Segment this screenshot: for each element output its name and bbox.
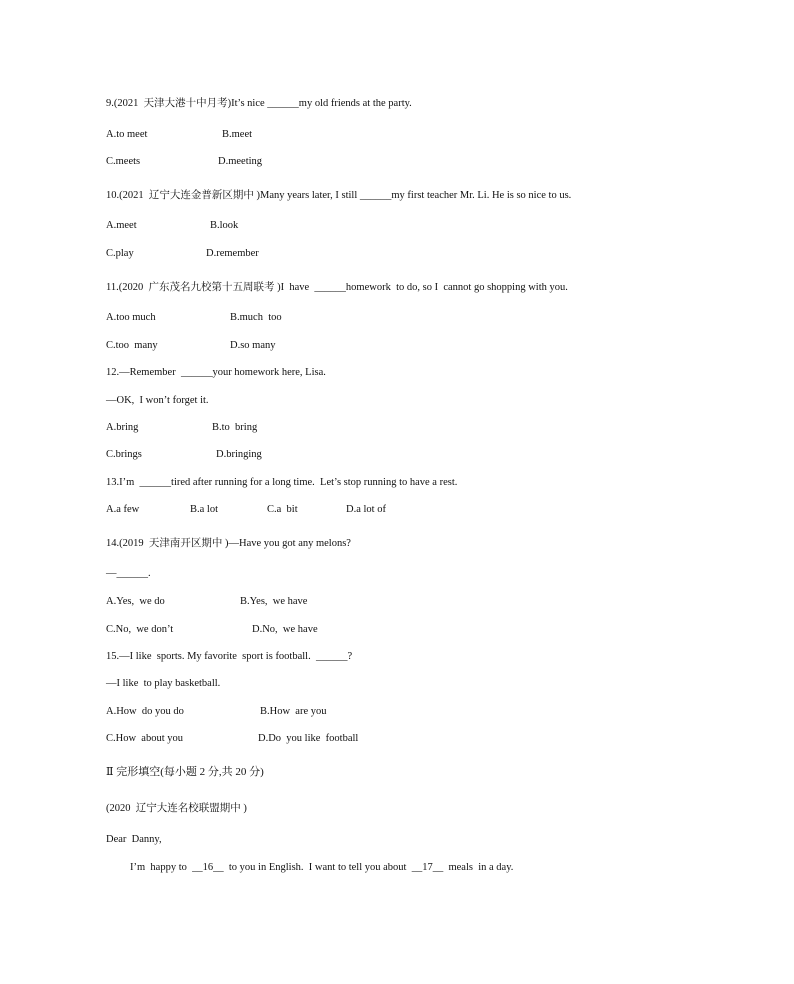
question-12-option-c: C.brings	[106, 449, 142, 460]
question-10-option-c: C.play	[106, 248, 134, 259]
question-13-stem: 13.I’m ______tired after running for a long time. Let’s stop running to have a rest.	[106, 477, 458, 488]
question-15-stem: 15.—I like sports. My favorite sport is football. ______?	[106, 651, 353, 662]
question-11-option-b: B.much too	[230, 312, 282, 323]
question-10-option-a: A.meet	[106, 220, 137, 231]
question-11-option-a: A.too much	[106, 312, 156, 323]
question-9-option-c: C.meets	[106, 156, 141, 167]
section-heading: Ⅱ 完形填空(每小题 2 分,共 20 分)	[106, 766, 264, 778]
question-10-option-b: B.look	[210, 220, 239, 231]
question-13-option-b: B.a lot	[190, 504, 218, 515]
question-15-option-c: C.How about you	[106, 733, 183, 744]
question-15-option-d: D.Do you like football	[258, 733, 359, 744]
question-12-option-b: B.to bring	[212, 422, 258, 433]
question-15-option-a: A.How do you do	[106, 706, 184, 717]
question-10-stem: 10.(2021 辽宁大连金普新区期中 )Many years later, I still ______my first teacher Mr. Li. He is so nice to us.	[106, 190, 572, 201]
question-13-option-a: A.a few	[106, 504, 140, 515]
question-11-stem: 11.(2020 广东茂名九校第十五周联考 )I have ______homework to do, so I cannot go shopping with you.	[106, 282, 568, 293]
question-14-stem: 14.(2019 天津南开区期中 )—Have you got any melons?	[106, 538, 351, 549]
question-14-reply: —______.	[106, 568, 151, 579]
question-14-option-b: B.Yes, we have	[240, 596, 308, 607]
question-12-option-a: A.bring	[106, 422, 139, 433]
letter-first-line: I’m happy to __16__ to you in English. I want to tell you about __17__ meals in a day.	[130, 862, 514, 873]
question-15-reply: —I like to play basketball.	[106, 678, 221, 689]
section-source: (2020 辽宁大连名校联盟期中 )	[106, 803, 247, 814]
question-9-option-b: B.meet	[222, 129, 253, 140]
question-14-option-d: D.No, we have	[252, 624, 318, 635]
question-10-option-d: D.remember	[206, 248, 259, 259]
question-12-reply: —OK, I won’t forget it.	[106, 395, 209, 406]
question-12-option-d: D.bringing	[216, 449, 262, 460]
question-13-option-c: C.a bit	[267, 504, 298, 515]
question-9-option-a: A.to meet	[106, 129, 148, 140]
question-14-option-a: A.Yes, we do	[106, 596, 165, 607]
question-9-option-d: D.meeting	[218, 156, 263, 167]
question-12-stem: 12.—Remember ______your homework here, Lisa.	[106, 367, 326, 378]
question-15-option-b: B.How are you	[260, 706, 327, 717]
question-11-option-d: D.so many	[230, 340, 276, 351]
question-9-stem: 9.(2021 天津大港十中月考)It’s nice ______my old friends at the party.	[106, 98, 412, 109]
letter-greeting: Dear Danny,	[106, 834, 162, 845]
question-11-option-c: C.too many	[106, 340, 158, 351]
question-13-option-d: D.a lot of	[346, 504, 386, 515]
question-14-option-c: C.No, we don’t	[106, 624, 174, 635]
